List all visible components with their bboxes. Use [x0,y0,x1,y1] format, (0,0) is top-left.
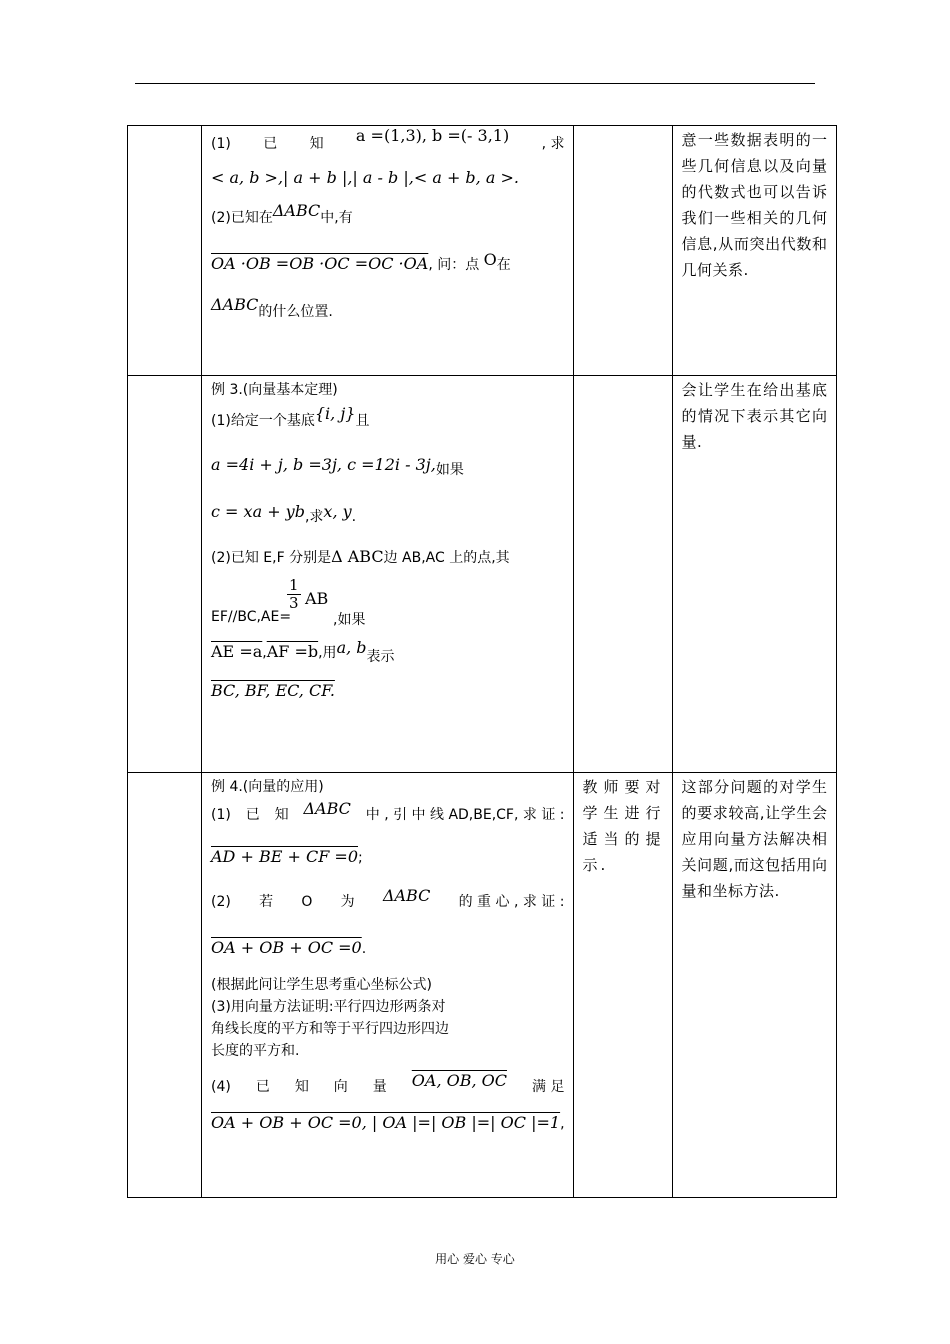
eq1-line: a =4i + j, b =3j, c =12i - 3j,如果 [211,455,464,478]
triangle-symbol: ΔABC [211,295,259,314]
q1-vectors: a =(1,3), b =(- 3,1) [355,126,510,145]
centroid-equation: OA + OB + OC =0 [211,938,362,957]
example-title: 例 3.(向量基本定理) [211,382,338,398]
teaching-note: 会让学生在给出基底的情况下表示其它向量. [681,381,828,451]
q1-word: 知 [309,136,324,152]
ae-assignment: AE =a [211,642,263,661]
empty-cell [128,773,202,1198]
q4-line: (4) 已 知 向 量 OA, OB, OC 满 足 [211,1071,565,1095]
q1-line: (1) 已 知 ΔABC 中 , 引 中 线 AD,BE,CF, 求 证 : [211,799,565,823]
eq4-line: OA + OB + OC =0, | OA |=| OB |=| OC |=1, [211,1113,565,1132]
unknowns: x, y [323,502,352,521]
empty-cell [573,376,672,773]
unit-vector-equation: OA + OB + OC =0, | OA |=| OB |=| OC |=1 [211,1113,561,1132]
note-cell [672,773,836,1198]
q1-line [211,126,565,155]
eq1-line: AD + BE + CF =0; [211,847,363,866]
target-vectors: BC, BF, EC, CF. [211,681,335,700]
dot-product-equation: OA ·OB =OB ·OC =OC ·OA [211,254,429,273]
empty-cell [128,376,202,773]
table-row [128,773,837,1198]
eq2-line: OA + OB + OC =0. [211,938,367,957]
q1-expression: < a, b >,| a + b |,| a - b |,< a + b, a >. [211,168,519,187]
lesson-table [127,125,837,1198]
q2-line: (2) 若 O 为 ΔABC 的 重 心 , 求 证 : [211,886,565,910]
given-vectors: OA, OB, OC [411,1071,508,1090]
empty-cell [573,126,672,376]
q1-line: (1)给定一个基底{i, j}且 [211,404,370,429]
page-footer: 用心 爱心 专心 [435,1252,515,1266]
q3-line: (3)用向量方法证明:平行四边形两条对 [211,999,446,1015]
teaching-note: 这部分问题的对学生的要求较高,让学生会应用向量方法解决相关问题,而这包括用向量和坐标方法. [681,778,828,900]
one-third-fraction: $\frac{1}{3}$ [289,576,299,612]
median-sum-equation: AD + BE + CF =0 [211,847,358,866]
q3-line: 角线长度的平方和等于平行四边形四边 [211,1021,449,1037]
condition-line: EF//BC,AE= $\frac{1}{3}$ AB ,如果 [211,576,366,628]
hint-line: (根据此问让学生思考重心坐标公式) [211,977,432,993]
assignment-line: AE =a,AF =b,用a, b表示 [211,638,395,665]
q1-label: (1) [211,136,231,152]
table-row [128,126,837,376]
triangle-symbol: Δ ABC [331,547,384,566]
eq2-line: c = xa + yb,求x, y. [211,502,357,525]
q2-line: (2)已知在ΔABC中,有 [211,201,353,226]
content-cell [202,773,574,1198]
teaching-note: 意一些数据表明的一些几何信息以及向量的代数式也可以告诉我们一些相关的几何信息,从而突出代数和几何关系. [681,131,828,279]
q2-line: (2)已知 E,F 分别是Δ ABC边 AB,AC 上的点,其 [211,547,510,566]
q2-tail-line: ΔABC的什么位置. [211,295,333,320]
triangle-symbol: ΔABC [382,886,431,905]
q1-word: 已 [263,136,278,152]
af-assignment: AF =b [266,642,319,661]
triangle-symbol: ΔABC [303,799,351,818]
note-cell [672,376,836,773]
content-cell [202,376,574,773]
example-title: 例 4.(向量的应用) [211,779,324,795]
basis-equation: a =4i + j, b =3j, c =12i - 3j, [211,455,436,474]
mid-note-cell [573,773,672,1198]
q1-end: , 求 [541,136,565,152]
triangle-symbol: ΔABC [272,201,321,220]
q3-line: 长度的平方和. [211,1043,300,1059]
content-cell [202,126,574,376]
header-rule [135,83,815,84]
basis-set: {i, j} [314,404,356,423]
q2-equation-line: OA ·OB =OB ·OC =OC ·OA, 问：点 O在 [211,250,511,273]
note-cell [672,126,836,376]
point-o: O [483,250,497,269]
table-row [128,376,837,773]
empty-cell [128,126,202,376]
targets-line [211,680,565,703]
linear-combination: c = xa + yb [211,502,305,521]
teacher-hint-note: 教师要对学生进行适当的提示. [582,778,664,874]
